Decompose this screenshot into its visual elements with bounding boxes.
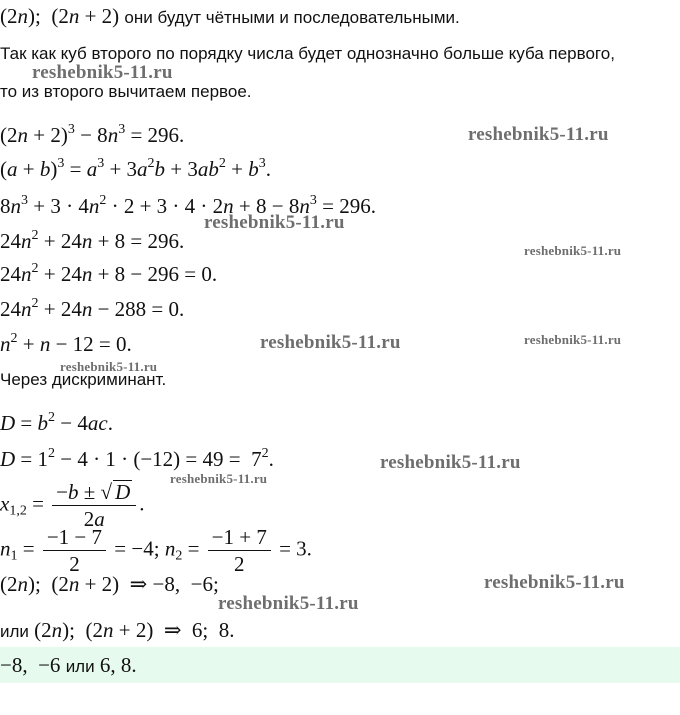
- equation-7: $n^2 + n - 12 = 0$.: [0, 331, 132, 356]
- fraction-n2: $\frac{-1 + 7}{2}$: [208, 525, 271, 576]
- equation-2: $(a + b)^3 = a^3 + 3a^2b + 3ab^2 + b^3$.: [0, 156, 271, 181]
- watermark: reshebnik5-11.ru: [524, 332, 622, 347]
- intro-text: они будут чётными и последовательными.: [124, 8, 460, 27]
- watermark: reshebnik5-11.ru: [218, 593, 359, 614]
- equation-d2: $D = 1^2 - 4 \cdot 1 \cdot (-12) = 49 = 7^2$.: [0, 446, 274, 471]
- equation-5: $24n^2 + 24n + 8 - 296 = 0$.: [0, 261, 218, 286]
- fraction: $\frac{-b \pm √ D}{2a}$: [52, 480, 136, 531]
- paragraph-line-1: Так как куб второго по порядку числа будет однозначно больше куба первого,: [0, 44, 615, 63]
- equation-3: $8n^3 + 3 \cdot 4n^2 \cdot 2 + 3 \cdot 4 \cdot 2n + 8 - 8n^3 = 296$.: [0, 193, 376, 218]
- equation-pair-2: или (2n); (2n + 2) ⇒ 6; 8.: [0, 618, 235, 642]
- paragraph-line-2: то из второго вычитаем первое.: [0, 82, 252, 101]
- watermark: reshebnik5-11.ru: [204, 212, 345, 233]
- watermark: reshebnik5-11.ru: [468, 124, 609, 145]
- watermark: reshebnik5-11.ru: [484, 572, 625, 593]
- discriminant-label: Через дискриминант.: [0, 370, 167, 389]
- watermark: reshebnik5-11.ru: [260, 332, 401, 353]
- equation-1: $(2n + 2)^3 - 8n^3 = 296$.: [0, 122, 185, 147]
- or-word-2: или: [65, 657, 95, 676]
- watermark: reshebnik5-11.ru: [380, 452, 521, 473]
- watermark: reshebnik5-11.ru: [170, 471, 268, 486]
- equation-6: $24n^2 + 24n - 288 = 0$.: [0, 296, 185, 321]
- or-word-1: или: [0, 622, 29, 641]
- fraction-n1: $\frac{-1 - 7}{2}$: [43, 525, 106, 576]
- equation-pair-1: (2n); (2n + 2) ⇒ −8, −6;: [0, 572, 219, 596]
- equation-4: $24n^2 + 24n + 8 = 296$.: [0, 228, 185, 253]
- answer: −8, −6 или 6, 8.: [0, 653, 137, 677]
- watermark: reshebnik5-11.ru: [60, 359, 158, 374]
- equation-roots: $n_1$ = $\frac{-1 - 7}{2}$ = −4; $n_2$ = $\frac{-1 + 7}{2}$ = 3.: [0, 525, 312, 576]
- watermark: reshebnik5-11.ru: [524, 243, 622, 258]
- line-intro: (2n); (2n + 2) они будут чётными и последовательными.: [0, 4, 460, 28]
- equation-d1: $D = b^2 - 4ac$.: [0, 410, 113, 435]
- equation-roots-formula: $x_{1,2}$ = $\frac{-b \pm √ D}{2a}$ .: [0, 480, 145, 531]
- watermark: reshebnik5-11.ru: [32, 62, 173, 83]
